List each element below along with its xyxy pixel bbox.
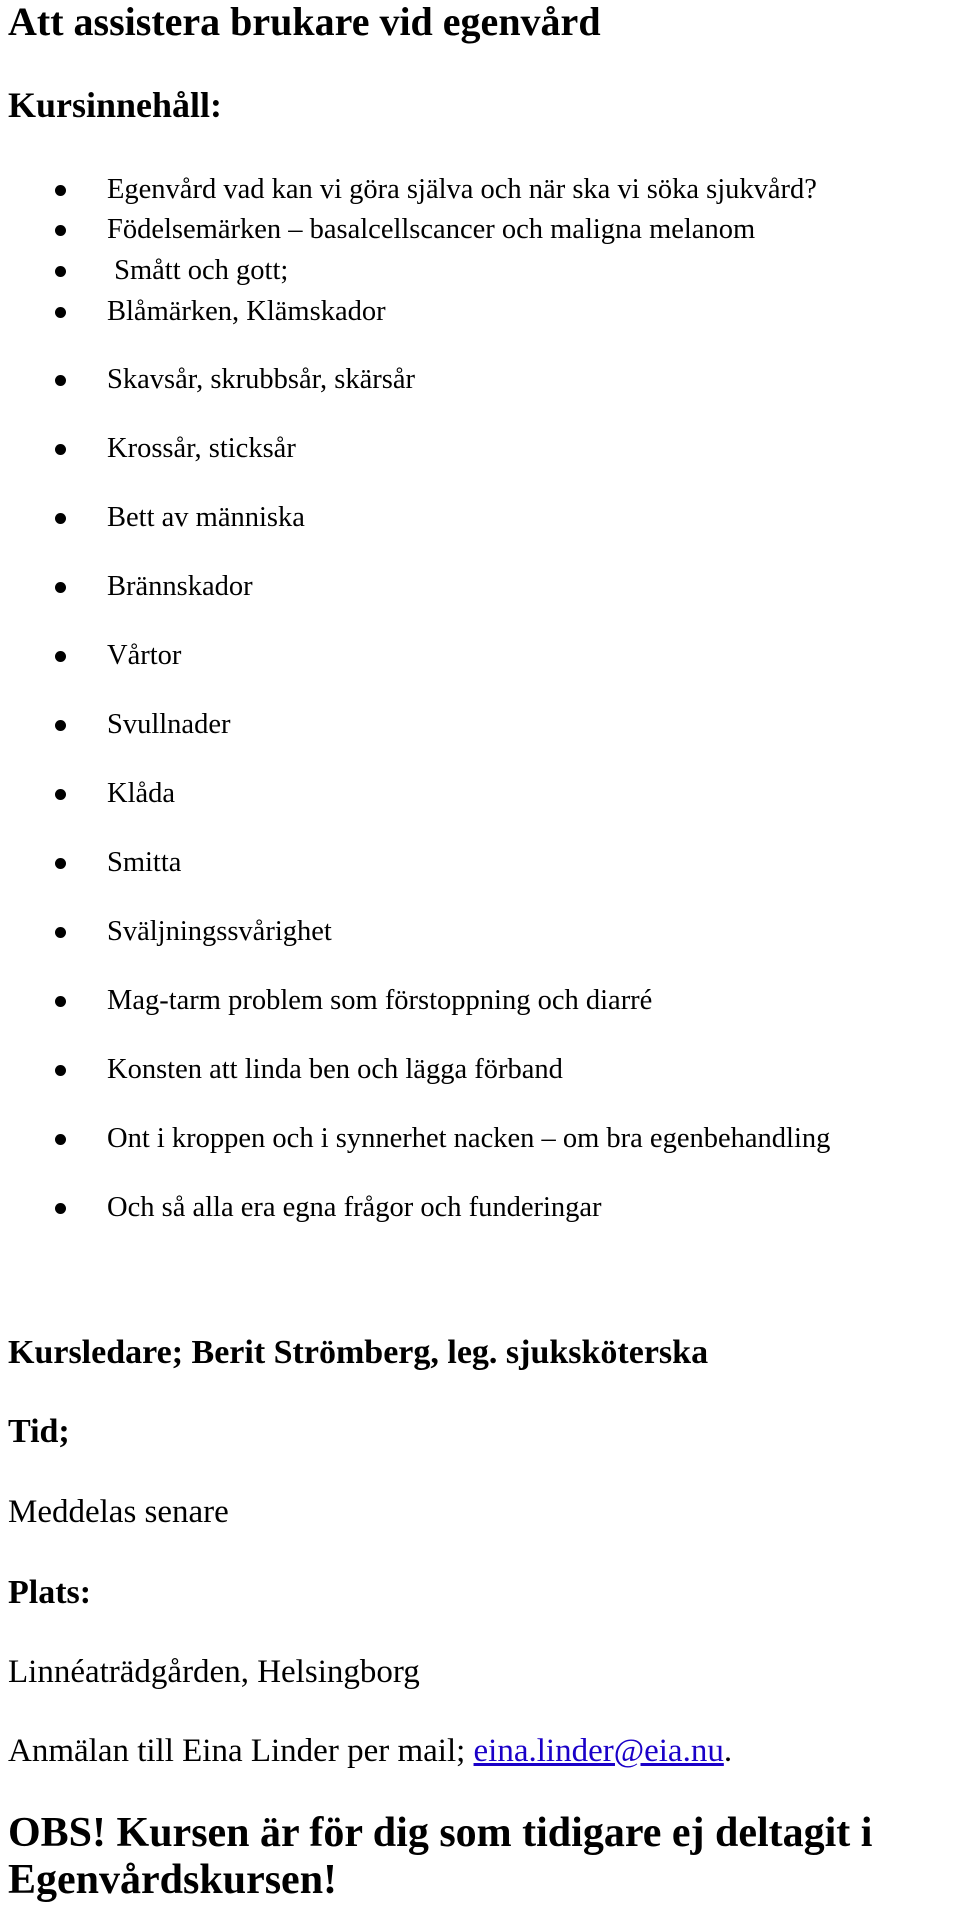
bullet-icon [55, 858, 66, 869]
list-item-text: Ont i kroppen och i synnerhet nacken – om bra egenbehandling [107, 1123, 831, 1154]
list-item-text: Egenvård vad kan vi göra själva och när ska vi söka sjukvård? [107, 174, 817, 205]
list-item-text: Mag-tarm problem som förstoppning och diarré [107, 985, 653, 1016]
bullet-icon [55, 651, 66, 662]
course-content-heading: Kursinnehåll: [8, 85, 223, 125]
bullet-icon [55, 225, 66, 236]
list-item-text: Sväljningssvårighet [107, 916, 332, 947]
list-item-text: Skavsår, skrubbsår, skärsår [107, 364, 415, 395]
list-item-text: Krossår, sticksår [107, 433, 296, 464]
list-item-text: Födelsemärken – basalcellscancer och maligna melanom [107, 214, 756, 245]
signup-line [8, 1735, 732, 1768]
list-item-text: Smitta [107, 847, 182, 878]
bullet-icon [55, 185, 66, 196]
bullet-icon [55, 1203, 66, 1214]
page-title: Att assistera brukare vid egenvård [8, 0, 601, 44]
bullet-icon [55, 927, 66, 938]
list-item-text: Konsten att linda ben och lägga förband [107, 1054, 563, 1085]
list-item-text: Vårtor [107, 640, 182, 671]
bullet-icon [55, 582, 66, 593]
email-link[interactable]: eina.linder@eia.nu [473, 1733, 724, 1769]
bullet-icon [55, 444, 66, 455]
notice-line: Egenvårdskursen! [8, 1857, 338, 1904]
bullet-icon [55, 789, 66, 800]
course-leader: Kursledare; Berit Strömberg, leg. sjuksköterska [8, 1334, 709, 1371]
list-item-text: Klåda [107, 778, 176, 809]
notice [8, 1810, 872, 1904]
list-item-text: Och så alla era egna frågor och funderingar [107, 1192, 602, 1223]
time-value: Meddelas senare [8, 1494, 229, 1530]
bullet-icon [55, 307, 66, 318]
list-item-text: Smått och gott; [107, 255, 289, 286]
list-item-text: Svullnader [107, 709, 231, 740]
bullet-icon [55, 513, 66, 524]
bullet-icon [55, 375, 66, 386]
signup-text: Anmälan till Eina Linder per mail; [8, 1733, 474, 1769]
notice-line: OBS! Kursen är för dig som tidigare ej deltagit i [8, 1810, 873, 1856]
time-label: Tid; [8, 1413, 70, 1450]
place-label: Plats: [8, 1574, 92, 1611]
list-item-text: Blåmärken, Klämskador [107, 296, 386, 327]
bullet-icon [55, 720, 66, 731]
list-item-text: Bett av människa [107, 502, 305, 533]
bullet-icon [55, 1065, 66, 1076]
bullet-icon [55, 266, 66, 277]
bullet-icon [55, 1134, 66, 1145]
bullet-icon [55, 996, 66, 1007]
place-value: Linnéaträdgården, Helsingborg [8, 1654, 420, 1690]
list-item-text: Brännskador [107, 571, 253, 602]
signup-suffix: . [723, 1733, 733, 1769]
